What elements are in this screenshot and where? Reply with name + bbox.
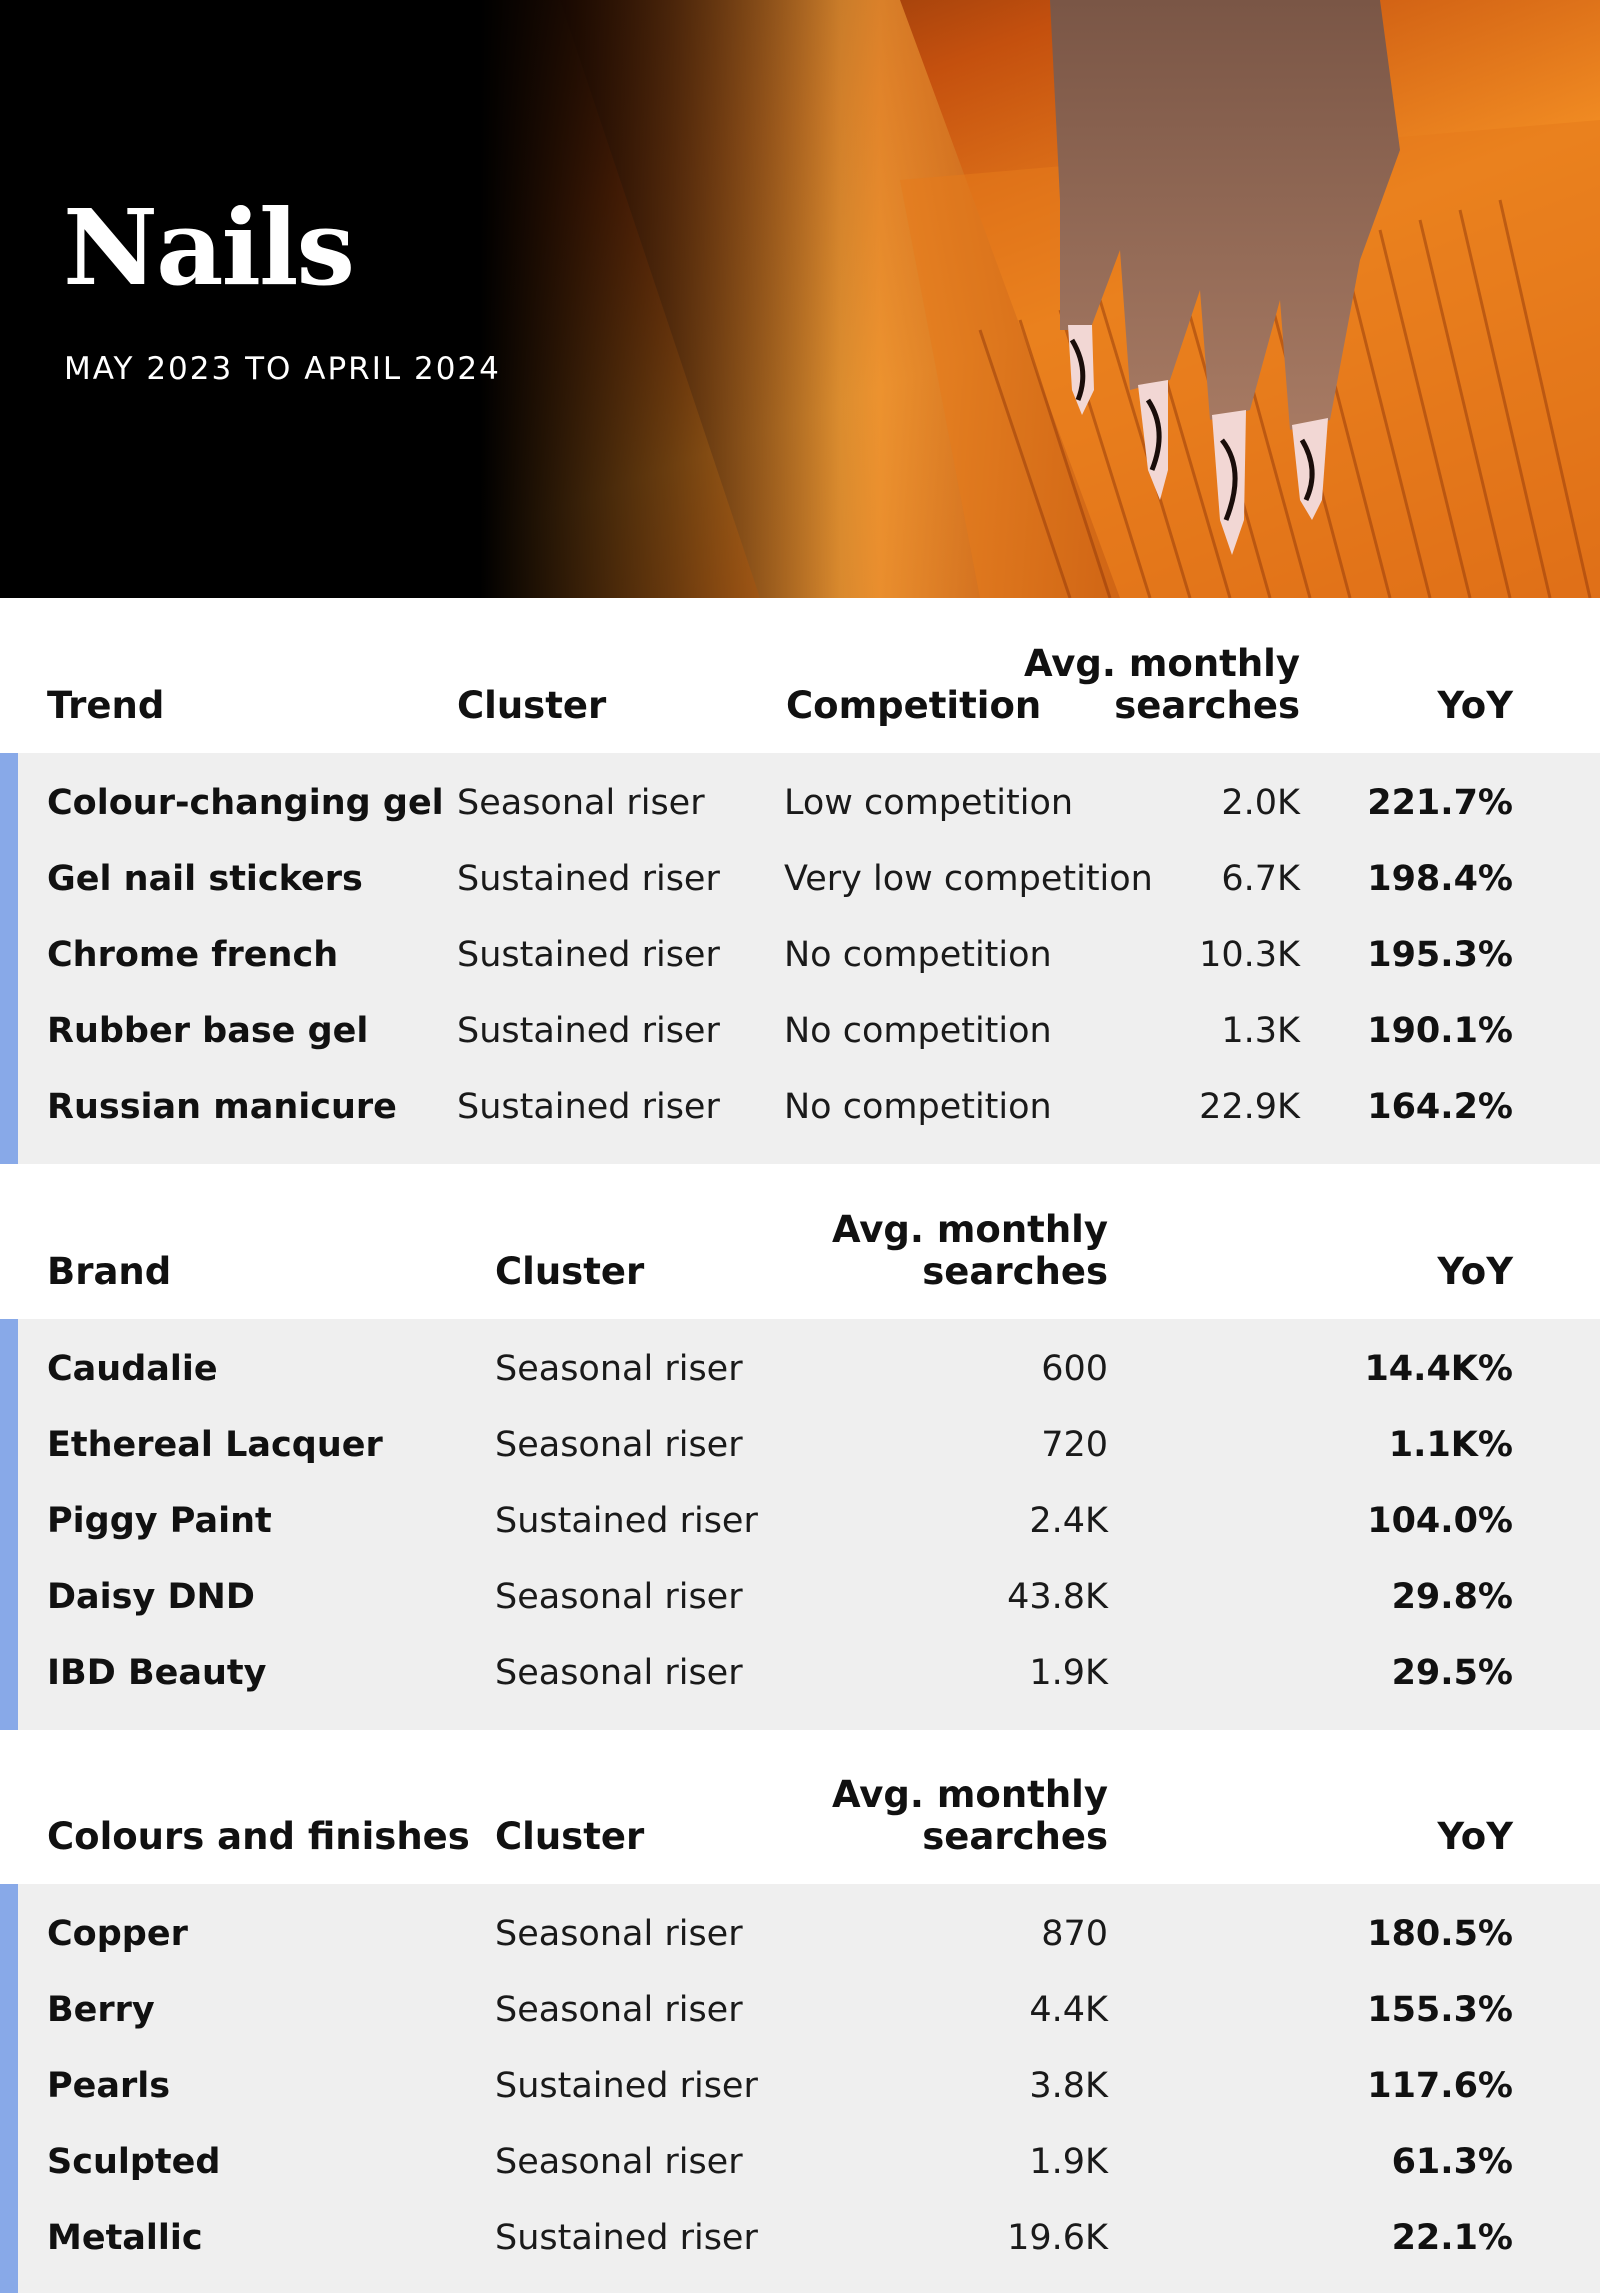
searches: 2.4K xyxy=(1029,1501,1108,1541)
column-header-searches-line1: Avg. monthly xyxy=(831,1208,1108,1251)
searches: 1.9K xyxy=(1029,1653,1108,1693)
searches: 720 xyxy=(1041,1425,1108,1465)
table-row xyxy=(0,917,1600,993)
column-header-competition: Competition xyxy=(786,684,1042,727)
cluster: Sustained riser xyxy=(457,1011,720,1051)
brand-name: Piggy Paint xyxy=(47,1501,272,1541)
searches: 870 xyxy=(1041,1914,1108,1954)
table-row xyxy=(0,1635,1600,1711)
table-body xyxy=(0,1319,1600,1730)
cluster: Seasonal riser xyxy=(495,1653,743,1693)
column-header-searches-line2: searches xyxy=(922,1815,1108,1858)
colours-table xyxy=(0,1729,1600,2293)
cluster: Sustained riser xyxy=(457,1087,720,1127)
cluster: Seasonal riser xyxy=(457,783,705,823)
table-row xyxy=(0,993,1600,1069)
searches: 43.8K xyxy=(1007,1577,1108,1617)
page-title: Nails xyxy=(63,186,354,309)
column-header-searches-line1: Avg. monthly xyxy=(831,1773,1108,1816)
column-header-searches-line2: searches xyxy=(1114,684,1300,727)
yoy: 195.3% xyxy=(1367,935,1513,975)
searches: 22.9K xyxy=(1199,1087,1300,1127)
table-header xyxy=(0,1164,1600,1319)
column-header-colours: Colours and finishes xyxy=(47,1815,470,1858)
colour-name: Metallic xyxy=(47,2218,203,2258)
table-body xyxy=(0,1884,1600,2293)
column-header-yoy: YoY xyxy=(1437,1250,1513,1293)
competition: No competition xyxy=(784,1011,1052,1051)
table-row xyxy=(0,1069,1600,1145)
date-range: MAY 2023 TO APRIL 2024 xyxy=(64,351,501,387)
table-row xyxy=(0,2048,1600,2124)
hero-banner xyxy=(0,0,1600,598)
trend-name: Chrome french xyxy=(47,935,339,975)
column-header-searches-line2: searches xyxy=(922,1250,1108,1293)
yoy: 14.4K% xyxy=(1364,1349,1513,1389)
brand-name: IBD Beauty xyxy=(47,1653,267,1693)
table-row xyxy=(0,1407,1600,1483)
yoy: 221.7% xyxy=(1367,783,1513,823)
table-body xyxy=(0,753,1600,1164)
table-row xyxy=(0,765,1600,841)
yoy: 29.5% xyxy=(1391,1653,1513,1693)
yoy: 180.5% xyxy=(1367,1914,1513,1954)
table-header xyxy=(0,1729,1600,1884)
searches: 3.8K xyxy=(1029,2066,1108,2106)
colour-name: Pearls xyxy=(47,2066,171,2106)
searches: 6.7K xyxy=(1221,859,1300,899)
column-header-trend: Trend xyxy=(47,684,165,727)
searches: 600 xyxy=(1041,1349,1108,1389)
table-row xyxy=(0,2200,1600,2276)
yoy: 22.1% xyxy=(1391,2218,1513,2258)
searches: 19.6K xyxy=(1007,2218,1108,2258)
searches: 1.3K xyxy=(1221,1011,1300,1051)
cluster: Seasonal riser xyxy=(495,1425,743,1465)
table-row xyxy=(0,2124,1600,2200)
brand-name: Ethereal Lacquer xyxy=(47,1425,383,1465)
brand-name: Daisy DND xyxy=(47,1577,255,1617)
brands-table xyxy=(0,1164,1600,1730)
yoy: 198.4% xyxy=(1367,859,1513,899)
trend-name: Rubber base gel xyxy=(47,1011,369,1051)
column-header-cluster: Cluster xyxy=(495,1250,645,1293)
colour-name: Berry xyxy=(47,1990,155,2030)
brand-name: Caudalie xyxy=(47,1349,218,1389)
cluster: Seasonal riser xyxy=(495,1990,743,2030)
cluster: Sustained riser xyxy=(457,859,720,899)
trend-name: Russian manicure xyxy=(47,1087,397,1127)
cluster: Sustained riser xyxy=(495,2066,758,2106)
yoy: 117.6% xyxy=(1367,2066,1513,2106)
column-header-cluster: Cluster xyxy=(457,684,607,727)
competition: No competition xyxy=(784,1087,1052,1127)
table-row xyxy=(0,1972,1600,2048)
table-header xyxy=(0,598,1600,753)
colour-name: Sculpted xyxy=(47,2142,221,2182)
trend-name: Gel nail stickers xyxy=(47,859,363,899)
cluster: Seasonal riser xyxy=(495,1577,743,1617)
colour-name: Copper xyxy=(47,1914,188,1954)
table-row xyxy=(0,1331,1600,1407)
yoy: 29.8% xyxy=(1391,1577,1513,1617)
yoy: 104.0% xyxy=(1367,1501,1513,1541)
searches: 2.0K xyxy=(1221,783,1300,823)
table-row xyxy=(0,841,1600,917)
table-row xyxy=(0,1559,1600,1635)
yoy: 61.3% xyxy=(1391,2142,1513,2182)
yoy: 155.3% xyxy=(1367,1990,1513,2030)
trend-name: Colour-changing gel xyxy=(47,783,444,823)
searches: 4.4K xyxy=(1029,1990,1108,2030)
cluster: Sustained riser xyxy=(457,935,720,975)
cluster: Seasonal riser xyxy=(495,1914,743,1954)
table-row xyxy=(0,1483,1600,1559)
searches: 1.9K xyxy=(1029,2142,1108,2182)
column-header-searches-line1: Avg. monthly xyxy=(1023,642,1300,685)
cluster: Sustained riser xyxy=(495,2218,758,2258)
cluster: Seasonal riser xyxy=(495,2142,743,2182)
column-header-yoy: YoY xyxy=(1437,684,1513,727)
column-header-brand: Brand xyxy=(47,1250,172,1293)
column-header-cluster: Cluster xyxy=(495,1815,645,1858)
competition: Low competition xyxy=(784,783,1074,823)
yoy: 164.2% xyxy=(1367,1087,1513,1127)
cluster: Sustained riser xyxy=(495,1501,758,1541)
table-row xyxy=(0,1896,1600,1972)
trends-table xyxy=(0,598,1600,1164)
yoy: 190.1% xyxy=(1367,1011,1513,1051)
competition: No competition xyxy=(784,935,1052,975)
yoy: 1.1K% xyxy=(1388,1425,1513,1465)
searches: 10.3K xyxy=(1199,935,1300,975)
column-header-yoy: YoY xyxy=(1437,1815,1513,1858)
cluster: Seasonal riser xyxy=(495,1349,743,1389)
competition: Very low competition xyxy=(784,859,1153,899)
